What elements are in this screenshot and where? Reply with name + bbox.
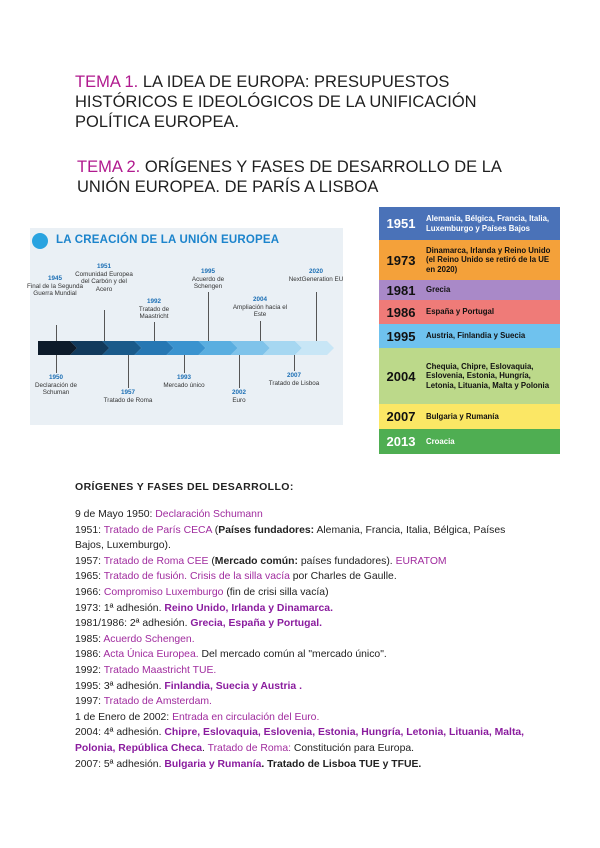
- member-countries: Grecia: [426, 285, 451, 295]
- event-text: países fundadores).: [297, 555, 396, 567]
- event-text: .: [202, 742, 208, 754]
- section-title: ORÍGENES Y FASES DEL DESARROLLO:: [75, 481, 294, 493]
- event-date: 9 de Mayo 1950:: [75, 509, 156, 520]
- list-item: [75, 554, 535, 570]
- timeline-connector: [128, 355, 129, 388]
- event-text: por Charles de Gaulle.: [289, 571, 397, 583]
- table-row: [379, 280, 560, 300]
- timeline-connector: [294, 355, 295, 371]
- event-text: Del mercado común al "mercado único".: [198, 649, 387, 661]
- member-countries: Croacia: [426, 436, 455, 446]
- timeline-connector: [56, 355, 57, 373]
- event-link: Tratado de fusión. Crisis de la silla vacía: [103, 571, 290, 583]
- member-year: 1981: [386, 282, 416, 298]
- event-link: Tratado de Roma:: [207, 742, 291, 754]
- timeline-connector: [104, 310, 105, 341]
- event-text: (fin de crisi silla vacía): [223, 586, 329, 598]
- event-date: 2004: 4ª adhesión.: [75, 727, 165, 739]
- table-row: [379, 348, 560, 404]
- list-item: [75, 663, 535, 679]
- event-date: 1981/1986: 2ª adhesión.: [75, 618, 191, 630]
- event-text: Constitución para Europa.: [290, 742, 415, 754]
- timeline-label: Tratado de Maastricht: [138, 305, 170, 320]
- timeline-year: 2004: [252, 296, 267, 303]
- timeline-bullet-icon: [32, 233, 48, 249]
- list-item: [75, 725, 535, 756]
- timeline-arrow: [38, 341, 334, 355]
- timeline-label: Ampliación hacia el Este: [232, 303, 288, 318]
- timeline-label: Euro: [232, 396, 246, 404]
- timeline-year: 1992: [146, 298, 161, 305]
- timeline-year: 1993: [176, 374, 191, 381]
- event-bold: . Tratado de Lisboa TUE y TFUE.: [261, 758, 422, 770]
- table-row: [379, 429, 560, 454]
- event-link: Reino Unido, Irlanda y Dinamarca.: [164, 602, 333, 614]
- timeline-year: 1950: [48, 374, 63, 381]
- membership-table: [379, 207, 560, 454]
- member-countries: Austria, Finlandia y Suecia: [426, 331, 526, 341]
- table-row: [379, 324, 560, 348]
- table-row: [379, 404, 560, 429]
- timeline-event-top: [286, 268, 346, 283]
- timeline-year: 1995: [200, 268, 215, 275]
- timeline-year: 1957: [120, 389, 135, 396]
- timeline-connector: [239, 355, 240, 388]
- list-item: [75, 679, 535, 695]
- event-link: Tratado de París CECA: [103, 524, 212, 536]
- member-countries: Alemania, Bélgica, Francia, Italia, Luxemburgo y Países Bajos: [426, 214, 550, 233]
- member-year: 1973: [386, 252, 416, 268]
- event-date: 1992:: [75, 664, 104, 676]
- event-link: Grecia, España y Portugal.: [190, 618, 323, 630]
- timeline-year: 2002: [231, 389, 246, 396]
- member-year: 2007: [386, 409, 416, 424]
- timeline-connector: [154, 322, 155, 341]
- timeline-label: NextGeneration EU: [288, 275, 344, 283]
- timeline-event-top: [230, 296, 290, 319]
- list-item: [75, 616, 535, 632]
- list-item: [75, 585, 535, 601]
- event-link: Acta Única Europea.: [103, 649, 199, 661]
- member-year: 1951: [386, 216, 416, 231]
- list-item: [75, 757, 535, 773]
- event-link: EURATOM: [395, 555, 447, 567]
- event-date: 1995: 3ª adhesión.: [75, 680, 165, 692]
- event-link: Chipre, Eslovaquia, Eslovenia, Estonia, Hungría, Letonia, Lituania, Malta, Polonia, República Checa: [75, 727, 525, 754]
- timeline-connector: [316, 292, 317, 341]
- tema-2-heading: [77, 157, 517, 197]
- tema-1-number: TEMA 1.: [75, 73, 139, 91]
- timeline-year: 1951: [96, 263, 111, 270]
- timeline-label: Acuerdo de Schengen: [191, 275, 225, 290]
- event-link: Bulgaria y Rumanía: [164, 758, 262, 770]
- event-link: Finlandia, Suecia y Austria .: [164, 680, 302, 692]
- timeline-figure: [26, 228, 344, 425]
- table-row: [379, 207, 560, 240]
- member-year: 1995: [386, 328, 416, 344]
- event-date: 2007: 5ª adhesión.: [75, 758, 165, 770]
- event-link: Compromiso Luxemburgo: [103, 586, 224, 598]
- list-item: [75, 601, 535, 617]
- event-text: (: [211, 524, 219, 536]
- member-year: 2004: [386, 368, 416, 384]
- member-year: 1986: [386, 304, 416, 320]
- event-date: 1997:: [75, 696, 104, 708]
- member-year: 2013: [386, 434, 416, 449]
- tema-2-text: ORÍGENES Y FASES DE DESARROLLO DE LA UNIÓN EUROPEA. DE PARÍS A LISBOA: [77, 158, 501, 196]
- member-countries: Bulgaria y Rumanía: [426, 411, 499, 421]
- timeline-year: 2007: [286, 372, 301, 379]
- list-item: [75, 632, 535, 648]
- event-date: 1965:: [75, 571, 104, 583]
- event-bold: Países fundadores:: [218, 524, 315, 536]
- timeline-label: Tratado de Lisboa: [268, 379, 320, 387]
- event-date: 1966:: [75, 586, 104, 598]
- timeline-label: Tratado de Roma: [103, 396, 153, 404]
- event-date: 1957:: [75, 555, 104, 567]
- member-countries: Chequia, Chipre, Eslovaquia, Eslovenia, Estonia, Hungría, Letonia, Lituania, Malta y Polonia: [426, 362, 550, 390]
- event-date: 1951:: [75, 524, 104, 536]
- timeline-connector: [260, 321, 261, 341]
- event-date: 1973: 1ª adhesión.: [75, 602, 165, 614]
- list-item: [75, 710, 535, 726]
- events-list: [75, 507, 535, 772]
- list-item: [75, 647, 535, 663]
- timeline-event-bottom: [26, 374, 86, 397]
- timeline-event-top: [124, 298, 184, 321]
- timeline-event-bottom: [98, 389, 158, 404]
- member-countries: Dinamarca, Irlanda y Reino Unido (el Reino Unido se retiró de la UE en 2020): [426, 246, 551, 274]
- tema-1-heading: [75, 72, 495, 132]
- timeline-title: LA CREACIÓN DE LA UNIÓN EUROPEA: [56, 234, 280, 246]
- timeline-connector: [184, 355, 185, 373]
- timeline-arrow-segment: [38, 341, 77, 355]
- event-date: 1 de Enero de 2002:: [75, 711, 173, 723]
- list-item: [75, 694, 535, 710]
- tema-1-text: LA IDEA DE EUROPA: PRESUPUESTOS HISTÓRICOS E IDEOLÓGICOS DE LA UNIFICACIÓN POLÍTICA EUROPEA.: [75, 73, 477, 131]
- event-link: Declaración Schumann: [155, 509, 263, 520]
- event-text: Alemania, Francia, Italia, Bélgica, Países Bajos, Luxemburgo).: [75, 524, 506, 552]
- tema-2-number: TEMA 2.: [77, 158, 141, 176]
- event-link: Acuerdo Schengen.: [103, 633, 195, 645]
- event-text: (: [208, 555, 215, 567]
- event-link: Tratado Maastricht TUE.: [103, 664, 217, 676]
- event-bold: Mercado común:: [214, 555, 298, 567]
- member-countries: España y Portugal: [426, 307, 495, 317]
- event-link: Entrada en circulación del Euro.: [172, 711, 320, 723]
- event-link: Tratado de Amsterdam.: [103, 696, 212, 708]
- timeline-event-bottom: [154, 374, 214, 389]
- timeline-label: Mercado único: [163, 381, 205, 389]
- timeline-event-top: [74, 263, 134, 293]
- table-row: [379, 300, 560, 324]
- event-link: Tratado de Roma CEE: [103, 555, 209, 567]
- list-item: [75, 523, 535, 554]
- list-item: [75, 569, 535, 585]
- timeline-label: Declaración de Schuman: [34, 381, 77, 396]
- timeline-year: 2020: [308, 268, 323, 275]
- timeline-event-bottom: [264, 372, 324, 387]
- timeline-connector: [56, 325, 57, 341]
- list-item: [75, 507, 535, 523]
- event-date: 1986:: [75, 649, 104, 661]
- timeline-label: Final de la Segunda Guerra Mundial: [26, 282, 83, 297]
- timeline-year: 1945: [47, 275, 62, 282]
- timeline-event-top: [178, 268, 238, 291]
- timeline-connector: [208, 292, 209, 341]
- table-row: [379, 240, 560, 280]
- event-date: 1985:: [75, 633, 104, 645]
- timeline-label: Comunidad Europea del Carbón y del Acero: [75, 270, 133, 293]
- timeline-event-bottom: [209, 389, 269, 404]
